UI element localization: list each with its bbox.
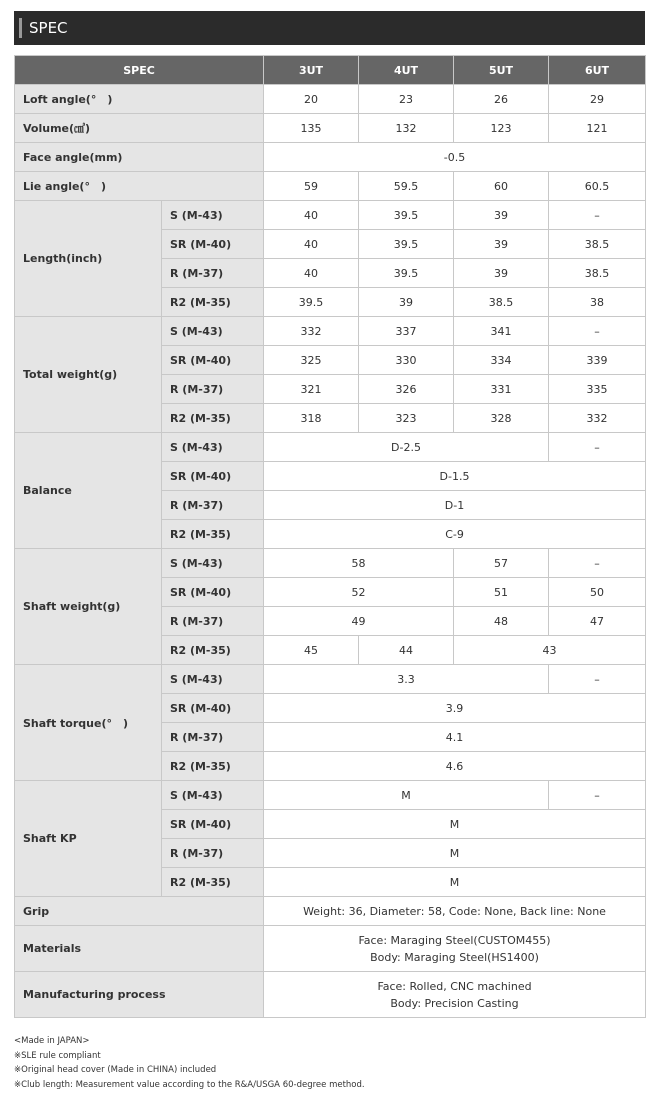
table-cell: – — [549, 549, 646, 578]
table-cell: 40 — [264, 230, 359, 259]
table-cell — [264, 926, 646, 972]
sub-label-s: S (M-43) — [162, 433, 264, 462]
table-cell: – — [549, 781, 646, 810]
column-header-spec: SPEC — [15, 56, 264, 85]
sub-label-r: R (M-37) — [162, 259, 264, 288]
table-cell: M — [264, 868, 646, 897]
spec-table — [14, 55, 646, 1018]
table-cell: 38 — [549, 288, 646, 317]
table-cell: 57 — [454, 549, 549, 578]
table-cell: 321 — [264, 375, 359, 404]
table-cell: 39 — [454, 259, 549, 288]
materials-body: Body: Maraging Steel(HS1400) — [370, 950, 539, 964]
sub-label-sr: SR (M-40) — [162, 694, 264, 723]
sub-label-s: S (M-43) — [162, 665, 264, 694]
table-cell: 59.5 — [359, 172, 454, 201]
table-cell: 3.3 — [264, 665, 549, 694]
sub-label-sr: SR (M-40) — [162, 346, 264, 375]
column-header-5ut: 5UT — [454, 56, 549, 85]
table-row-loft — [15, 85, 646, 114]
table-row-manufacturing — [15, 972, 646, 1018]
table-cell: 40 — [264, 259, 359, 288]
table-cell: 39.5 — [359, 201, 454, 230]
table-cell: 60 — [454, 172, 549, 201]
row-label-total-weight: Total weight(g) — [15, 317, 162, 433]
table-cell: 325 — [264, 346, 359, 375]
table-cell: D-1 — [264, 491, 646, 520]
sub-label-s: S (M-43) — [162, 317, 264, 346]
footnote-origin: <Made in JAPAN> — [14, 1036, 90, 1046]
table-row-balance-s — [15, 433, 646, 462]
sub-label-r2: R2 (M-35) — [162, 752, 264, 781]
sub-label-r2: R2 (M-35) — [162, 288, 264, 317]
table-row-materials — [15, 926, 646, 972]
table-cell: 334 — [454, 346, 549, 375]
table-cell: 332 — [264, 317, 359, 346]
row-label-materials: Materials — [15, 926, 264, 972]
table-cell: 38.5 — [549, 259, 646, 288]
table-row-shaft-kp-s — [15, 781, 646, 810]
table-cell: 339 — [549, 346, 646, 375]
table-cell: 58 — [264, 549, 454, 578]
row-label-face-angle: Face angle(mm) — [15, 143, 264, 172]
table-cell: 4.1 — [264, 723, 646, 752]
header-accent-bar — [19, 18, 22, 38]
row-label-shaft-weight: Shaft weight(g) — [15, 549, 162, 665]
table-header-row — [15, 56, 646, 85]
table-row-length-s — [15, 201, 646, 230]
row-label-volume: Volume(㎤) — [15, 114, 264, 143]
table-row-volume — [15, 114, 646, 143]
table-cell: 39 — [454, 201, 549, 230]
manufacturing-face: Face: Rolled, CNC machined — [377, 979, 532, 993]
sub-label-sr: SR (M-40) — [162, 462, 264, 491]
table-cell: 39.5 — [359, 259, 454, 288]
table-cell: M — [264, 810, 646, 839]
table-row-face-angle — [15, 143, 646, 172]
table-cell: – — [549, 665, 646, 694]
sub-label-r2: R2 (M-35) — [162, 520, 264, 549]
table-cell: 123 — [454, 114, 549, 143]
table-cell: -0.5 — [264, 143, 646, 172]
sub-label-r2: R2 (M-35) — [162, 404, 264, 433]
table-cell: 135 — [264, 114, 359, 143]
table-cell: 43 — [454, 636, 646, 665]
footnotes — [14, 1034, 365, 1092]
sub-label-s: S (M-43) — [162, 549, 264, 578]
table-cell: 60.5 — [549, 172, 646, 201]
table-cell: 132 — [359, 114, 454, 143]
table-cell: 23 — [359, 85, 454, 114]
table-cell: D-2.5 — [264, 433, 549, 462]
row-label-manufacturing: Manufacturing process — [15, 972, 264, 1018]
table-cell: 50 — [549, 578, 646, 607]
table-cell: 39 — [454, 230, 549, 259]
sub-label-sr: SR (M-40) — [162, 230, 264, 259]
table-cell: 51 — [454, 578, 549, 607]
sub-label-r: R (M-37) — [162, 607, 264, 636]
sub-label-r2: R2 (M-35) — [162, 868, 264, 897]
table-cell: 47 — [549, 607, 646, 636]
sub-label-r: R (M-37) — [162, 491, 264, 520]
row-label-grip: Grip — [15, 897, 264, 926]
table-cell: – — [549, 201, 646, 230]
sub-label-r: R (M-37) — [162, 723, 264, 752]
table-cell: 49 — [264, 607, 454, 636]
table-cell: 59 — [264, 172, 359, 201]
sub-label-s: S (M-43) — [162, 201, 264, 230]
table-cell: 121 — [549, 114, 646, 143]
materials-face: Face: Maraging Steel(CUSTOM455) — [358, 933, 551, 947]
table-cell — [264, 972, 646, 1018]
table-cell: 29 — [549, 85, 646, 114]
table-row-lie — [15, 172, 646, 201]
table-cell: M — [264, 781, 549, 810]
table-cell: M — [264, 839, 646, 868]
table-cell: 26 — [454, 85, 549, 114]
table-cell: 39.5 — [359, 230, 454, 259]
table-cell: 40 — [264, 201, 359, 230]
sub-label-sr: SR (M-40) — [162, 578, 264, 607]
table-cell: – — [549, 317, 646, 346]
column-header-3ut: 3UT — [264, 56, 359, 85]
table-cell: 52 — [264, 578, 454, 607]
table-cell: 45 — [264, 636, 359, 665]
table-row-shaft-torque-s — [15, 665, 646, 694]
row-label-lie: Lie angle(° ) — [15, 172, 264, 201]
table-cell: 337 — [359, 317, 454, 346]
table-cell: 330 — [359, 346, 454, 375]
row-label-shaft-torque: Shaft torque(° ) — [15, 665, 162, 781]
table-row-total-weight-s — [15, 317, 646, 346]
footnote-club-length: ※Club length: Measurement value according to the R&A/USGA 60-degree method. — [14, 1079, 365, 1090]
table-cell: Weight: 36, Diameter: 58, Code: None, Back line: None — [264, 897, 646, 926]
sub-label-sr: SR (M-40) — [162, 810, 264, 839]
row-label-balance: Balance — [15, 433, 162, 549]
column-header-4ut: 4UT — [359, 56, 454, 85]
column-header-6ut: 6UT — [549, 56, 646, 85]
page-header — [14, 11, 645, 45]
table-cell: 323 — [359, 404, 454, 433]
footnote-rule: ※SLE rule compliant — [14, 1050, 101, 1061]
table-cell: 331 — [454, 375, 549, 404]
sub-label-s: S (M-43) — [162, 781, 264, 810]
table-cell: 38.5 — [454, 288, 549, 317]
manufacturing-body: Body: Precision Casting — [390, 996, 519, 1010]
row-label-shaft-kp: Shaft KP — [15, 781, 162, 897]
table-cell: C-9 — [264, 520, 646, 549]
table-cell: 3.9 — [264, 694, 646, 723]
table-cell: 20 — [264, 85, 359, 114]
table-row-shaft-weight-s — [15, 549, 646, 578]
table-cell: 341 — [454, 317, 549, 346]
table-row-grip — [15, 897, 646, 926]
table-cell: 39.5 — [264, 288, 359, 317]
table-cell: 48 — [454, 607, 549, 636]
sub-label-r: R (M-37) — [162, 375, 264, 404]
row-label-loft: Loft angle(° ) — [15, 85, 264, 114]
table-cell: – — [549, 433, 646, 462]
sub-label-r2: R2 (M-35) — [162, 636, 264, 665]
table-cell: 318 — [264, 404, 359, 433]
table-cell: 326 — [359, 375, 454, 404]
page-title: SPEC — [29, 19, 68, 37]
table-cell: 38.5 — [549, 230, 646, 259]
table-cell: 4.6 — [264, 752, 646, 781]
table-cell: D-1.5 — [264, 462, 646, 491]
table-cell: 328 — [454, 404, 549, 433]
table-cell: 332 — [549, 404, 646, 433]
table-cell: 44 — [359, 636, 454, 665]
footnote-head-cover: ※Original head cover (Made in CHINA) included — [14, 1065, 217, 1075]
row-label-length: Length(inch) — [15, 201, 162, 317]
sub-label-r: R (M-37) — [162, 839, 264, 868]
table-cell: 39 — [359, 288, 454, 317]
table-cell: 335 — [549, 375, 646, 404]
